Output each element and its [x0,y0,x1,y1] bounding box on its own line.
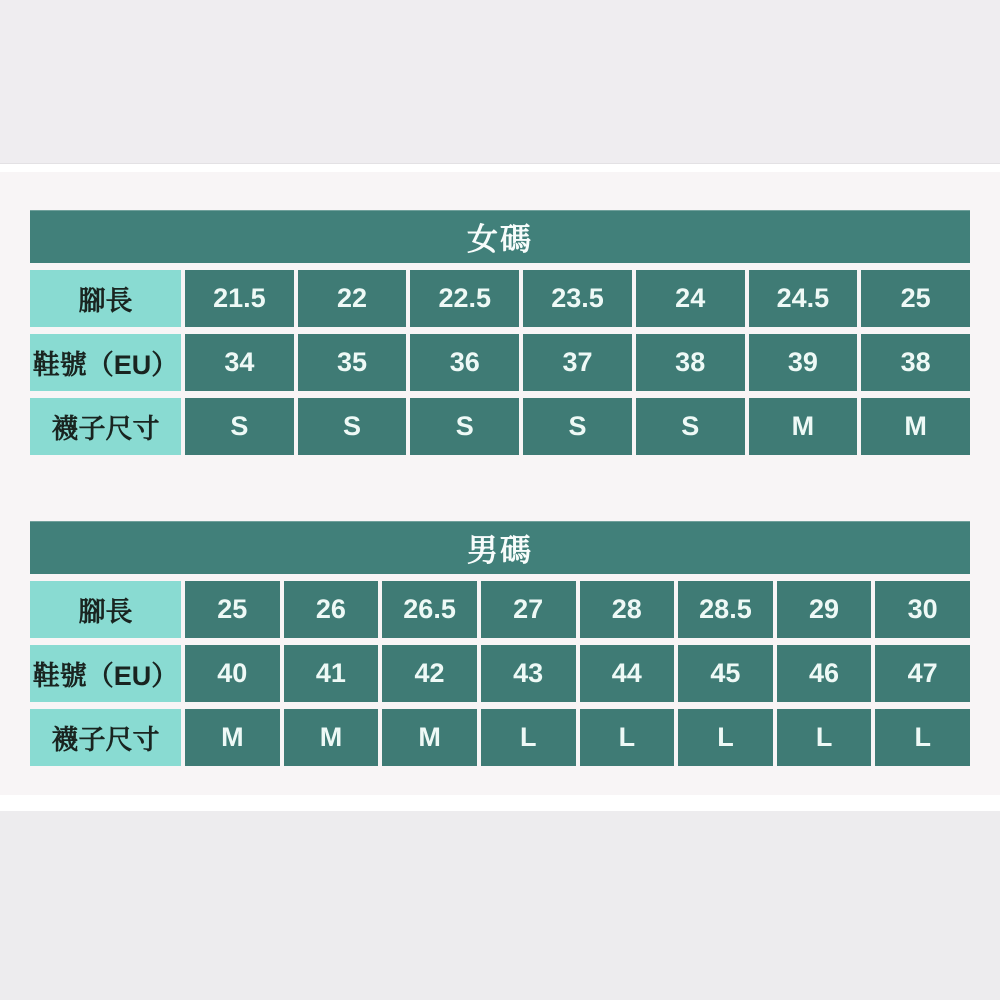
women-row-label-foot-length: 腳長 [30,270,181,327]
men-sock-size-value: L [777,709,872,766]
men-sock-size-value: M [284,709,379,766]
men-foot-length-value: 25 [185,581,280,638]
women-foot-length-value: 24.5 [749,270,858,327]
women-eu-size-value: 36 [410,334,519,391]
men-foot-length-value: 29 [777,581,872,638]
men-eu-size-value: 41 [284,645,379,702]
women-sock-size-value: S [410,398,519,455]
women-eu-size-value: 39 [749,334,858,391]
men-row-label-sock-size: 襪子尺寸 [30,709,181,766]
women-sock-size-value: S [185,398,294,455]
women-eu-size-value: 38 [861,334,970,391]
women-foot-length-value: 25 [861,270,970,327]
men-sock-size-value: L [580,709,675,766]
men-eu-size-value: 42 [382,645,477,702]
women-eu-size-value: 37 [523,334,632,391]
women-table-title: 女碼 [30,210,970,263]
women-sock-size-value: M [861,398,970,455]
women-size-table [30,210,970,455]
top-divider-line [0,163,1000,172]
men-size-table [30,521,970,766]
women-foot-length-value: 21.5 [185,270,294,327]
men-eu-size-value: 47 [875,645,970,702]
women-eu-size-value: 34 [185,334,294,391]
men-eu-size-value: 40 [185,645,280,702]
men-eu-size-value: 43 [481,645,576,702]
men-eu-size-value: 45 [678,645,773,702]
men-sock-size-value: L [481,709,576,766]
men-foot-length-value: 26 [284,581,379,638]
footer-background [0,811,1000,1000]
men-eu-size-value: 46 [777,645,872,702]
men-row-label-eu-size: 鞋號（EU） [30,645,181,702]
men-foot-length-value: 28 [580,581,675,638]
men-sock-size-value: M [382,709,477,766]
women-eu-size-value: 35 [298,334,407,391]
women-sock-size-value: S [298,398,407,455]
men-foot-length-value: 26.5 [382,581,477,638]
women-sock-size-value: M [749,398,858,455]
women-foot-length-value: 23.5 [523,270,632,327]
men-sock-size-value: L [875,709,970,766]
women-sock-size-value: S [523,398,632,455]
men-eu-size-value: 44 [580,645,675,702]
women-foot-length-value: 22.5 [410,270,519,327]
women-foot-length-value: 24 [636,270,745,327]
men-sock-size-value: M [185,709,280,766]
men-foot-length-value: 27 [481,581,576,638]
women-row-label-eu-size: 鞋號（EU） [30,334,181,391]
men-table-title: 男碼 [30,521,970,574]
men-row-label-foot-length: 腳長 [30,581,181,638]
women-eu-size-value: 38 [636,334,745,391]
men-foot-length-value: 28.5 [678,581,773,638]
women-sock-size-value: S [636,398,745,455]
men-sock-size-value: L [678,709,773,766]
women-foot-length-value: 22 [298,270,407,327]
women-row-label-sock-size: 襪子尺寸 [30,398,181,455]
men-foot-length-value: 30 [875,581,970,638]
bottom-divider-line [0,795,1000,811]
